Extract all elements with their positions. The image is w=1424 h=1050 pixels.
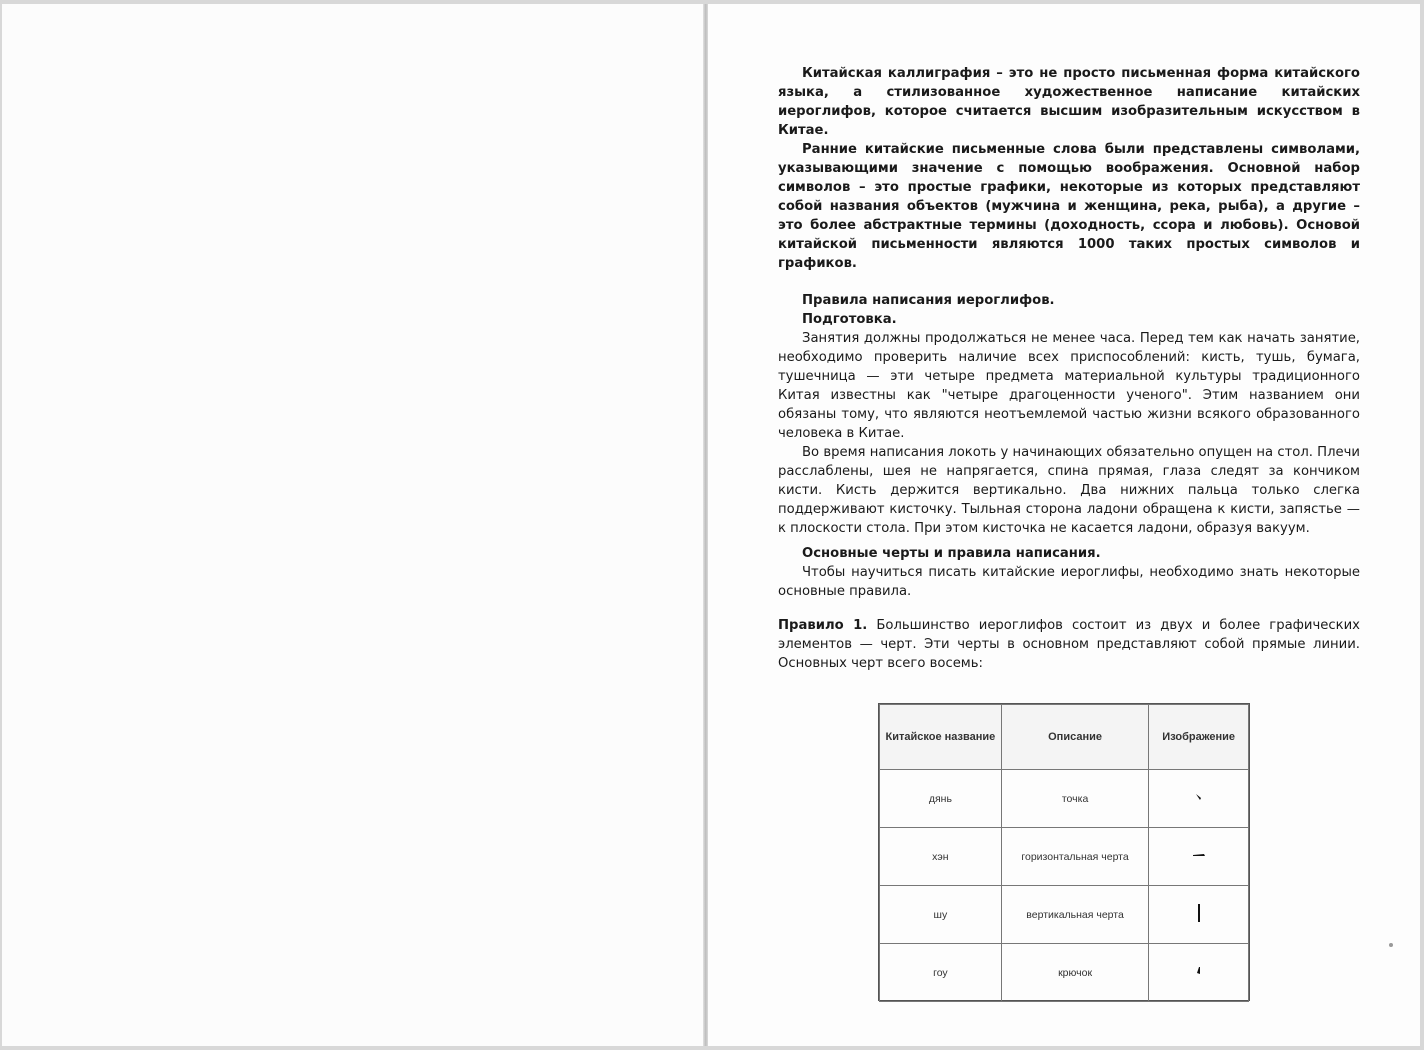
- vertical-stroke-icon: [1192, 903, 1206, 923]
- stroke-description: точка: [1001, 770, 1149, 828]
- header-chinese-name: Китайское название: [880, 705, 1002, 770]
- intro-paragraph-2: Ранние китайские письменные слова были представлены символами, указывающими значение с помощью воображения. Основной набор символов – это простые графики, некоторые из которых представляют собой названия объектов (мужчина и женщина, река, рыба), а другие – это более абстрактные термины (доходность, ссора и любовь). Основой китайской письменности являются 1000 таких простых символов и графиков.: [778, 142, 1360, 271]
- hook-stroke-icon: [1192, 961, 1206, 981]
- rule-1-paragraph: [778, 616, 1360, 673]
- table-row: [880, 944, 1249, 1002]
- left-page: [2, 4, 704, 1046]
- rules-section: [778, 291, 1360, 538]
- stroke-name: хэн: [880, 828, 1002, 886]
- stroke-description: крючок: [1001, 944, 1149, 1002]
- table-row: [880, 828, 1249, 886]
- horizontal-stroke-icon: [1189, 845, 1209, 865]
- preparation-paragraph-2: Во время написания локоть у начинающих обязательно опущен на стол. Плечи расслаблены, шея не напрягается, спина прямая, глаза следят за кончиком кисти. Кисть держится вертикально. Два нижних пальца только слегка поддерживают кисточку. Тыльная сторона ладони обращена к кисти, запястье — к плоскости стола. При этом кисточка не касается ладони, образуя вакуум.: [778, 445, 1360, 536]
- section-title: Правила написания иероглифов.: [802, 293, 1055, 308]
- paper-speck: [1389, 943, 1393, 947]
- preparation-paragraph-1: Занятия должны продолжаться не менее часа. Перед тем как начать занятие, необходимо проверить наличие всех приспособлений: кисть, тушь, бумага, тушечница — эти четыре предмета материальной культуры традиционного Китая известны как "четыре драгоценности ученого". Этим названием они обязаны тому, что являются неотъемлемой частью жизни всякого образованного человека в Китае.: [778, 331, 1360, 441]
- stroke-description: вертикальная черта: [1001, 886, 1149, 944]
- strokes-section: [778, 544, 1360, 673]
- table-row: [880, 886, 1249, 944]
- stroke-image-cell: [1149, 828, 1249, 886]
- intro-section: [778, 64, 1360, 273]
- strokes-title: Основные черты и правила написания.: [802, 546, 1101, 561]
- table-row: [880, 770, 1249, 828]
- stroke-image-cell: [1149, 886, 1249, 944]
- stroke-image-cell: [1149, 944, 1249, 1002]
- stroke-description: горизонтальная черта: [1001, 828, 1149, 886]
- section-subtitle: Подготовка.: [802, 312, 897, 327]
- table-header-row: [880, 705, 1249, 770]
- strokes-intro-paragraph: Чтобы научиться писать китайские иероглифы, необходимо знать некоторые основные правила.: [778, 565, 1360, 599]
- header-description: Описание: [1001, 705, 1149, 770]
- strokes-table: [878, 703, 1250, 1001]
- intro-paragraph-1: Китайская каллиграфия – это не просто письменная форма китайского языка, а стилизованное художественное написание китайских иероглифов, которое считается высшим изобразительным искусством в Китае.: [778, 66, 1360, 138]
- stroke-name: дянь: [880, 770, 1002, 828]
- stroke-image-cell: [1149, 770, 1249, 828]
- stroke-name: шу: [880, 886, 1002, 944]
- stroke-name: гоу: [880, 944, 1002, 1002]
- page-content: [778, 64, 1360, 673]
- dot-stroke-icon: [1192, 787, 1206, 807]
- rule-1-label: Правило 1.: [778, 618, 868, 633]
- rule-1-text: Большинство иероглифов состоит из двух и более графических элементов — черт. Эти черты в основном представляют собой прямые линии. Основных черт всего восемь:: [778, 618, 1360, 671]
- header-image: Изображение: [1149, 705, 1249, 770]
